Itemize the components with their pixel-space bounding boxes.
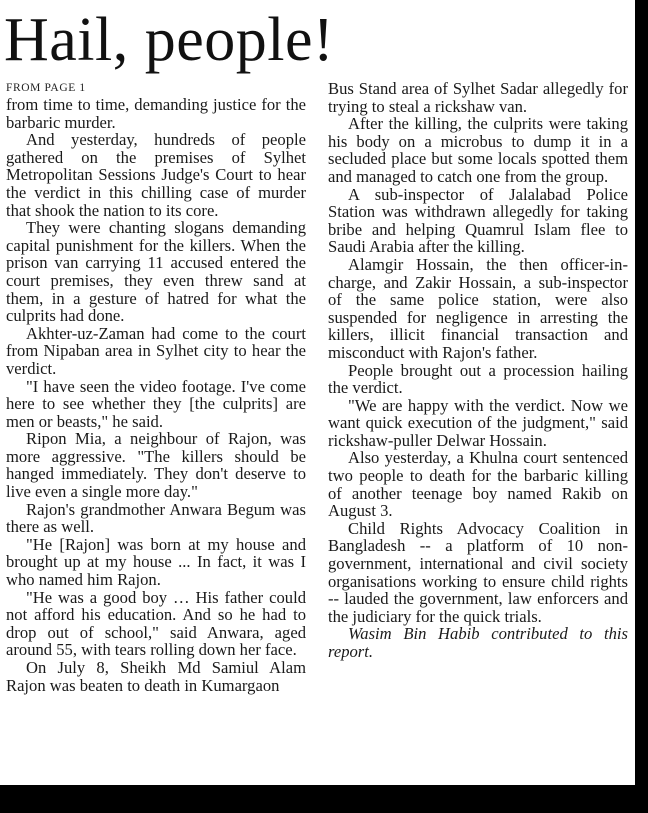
jump-label: FROM PAGE 1 bbox=[6, 82, 86, 94]
left-column bbox=[6, 80, 306, 694]
paragraph: Child Rights Advocacy Coalition in Bangladesh -- a platform of 10 non-government, international and civil society organisations working to ensure child rights -- lauded the government, law enforcers and the judiciary for the quick trials. bbox=[328, 518, 628, 626]
paragraph: After the killing, the culprits were taking his body on a microbus to dump it in a secluded place but some locals spotted them and managed to catch one from the group. bbox=[328, 114, 628, 186]
scan-border-bottom bbox=[0, 785, 648, 813]
headline: Hail, people! bbox=[4, 6, 335, 74]
paragraph: Also yesterday, a Khulna court sentenced two people to death for the barbaric killing of another teenage boy named Rakib on August 3. bbox=[328, 448, 628, 521]
contributor-credit: Wasim Bin Habib contributed to this report. bbox=[328, 624, 628, 661]
paragraph: Ripon Mia, a neighbour of Rajon, was more aggressive. "The killers should be hanged immediately. They don't deserve to live even a single more day." bbox=[6, 429, 306, 502]
paragraph: "We are happy with the verdict. Now we want quick execution of the judgment," said rickshaw-puller Delwar Hossain. bbox=[328, 395, 628, 450]
paragraph: They were chanting slogans demanding capital punishment for the killers. When the prison van carrying 11 accused entered the court premises, they even threw sand at them, in a gesture of hatred for what the culprits had done. bbox=[6, 218, 306, 326]
paragraph: "He [Rajon] was born at my house and brought up at my house ... In fact, it was I who named him Rajon. bbox=[6, 534, 306, 590]
paragraph: from time to time, demanding justice for the barbaric murder. bbox=[6, 95, 306, 132]
paragraph: Rajon's grandmother Anwara Begum was there as well. bbox=[6, 499, 306, 537]
paragraph: And yesterday, hundreds of people gathered on the premises of Sylhet Metropolitan Sessions Judge's Court to hear the verdict in this chilling case of murder that shook the nation to its core. bbox=[6, 130, 306, 220]
paragraph: "He was a good boy … His father could not afford his education. And so he had to drop out of school," said Anwara, aged around 55, with tears rolling down her face. bbox=[6, 587, 306, 660]
paragraph: Akhter-uz-Zaman had come to the court from Nipaban area in Sylhet city to hear the verdict. bbox=[6, 323, 306, 378]
paragraph: A sub-inspector of Jalalabad Police Station was withdrawn allegedly for taking bribe and helping Quamrul Islam flee to Saudi Arabia after the killing. bbox=[328, 184, 628, 257]
paragraph: Alamgir Hossain, the then officer-in-charge, and Zakir Hossain, a sub-inspector of the same police station, were also suspended for negligence in arresting the killers, illicit financial transaction and misconduct with Rajon's father. bbox=[328, 254, 628, 362]
paragraph: On July 8, Sheikh Md Samiul Alam Rajon was beaten to death in Kumargaon bbox=[6, 658, 306, 695]
paragraph: Bus Stand area of Sylhet Sadar allegedly for trying to steal a rickshaw van. bbox=[328, 79, 628, 116]
paragraph: People brought out a procession hailing the verdict. bbox=[328, 360, 628, 398]
right-column bbox=[328, 80, 628, 661]
paragraph: "I have seen the video footage. I've come here to see whether they [the culprits] are men or beasts," he said. bbox=[6, 376, 306, 431]
scan-border-right bbox=[635, 0, 648, 813]
